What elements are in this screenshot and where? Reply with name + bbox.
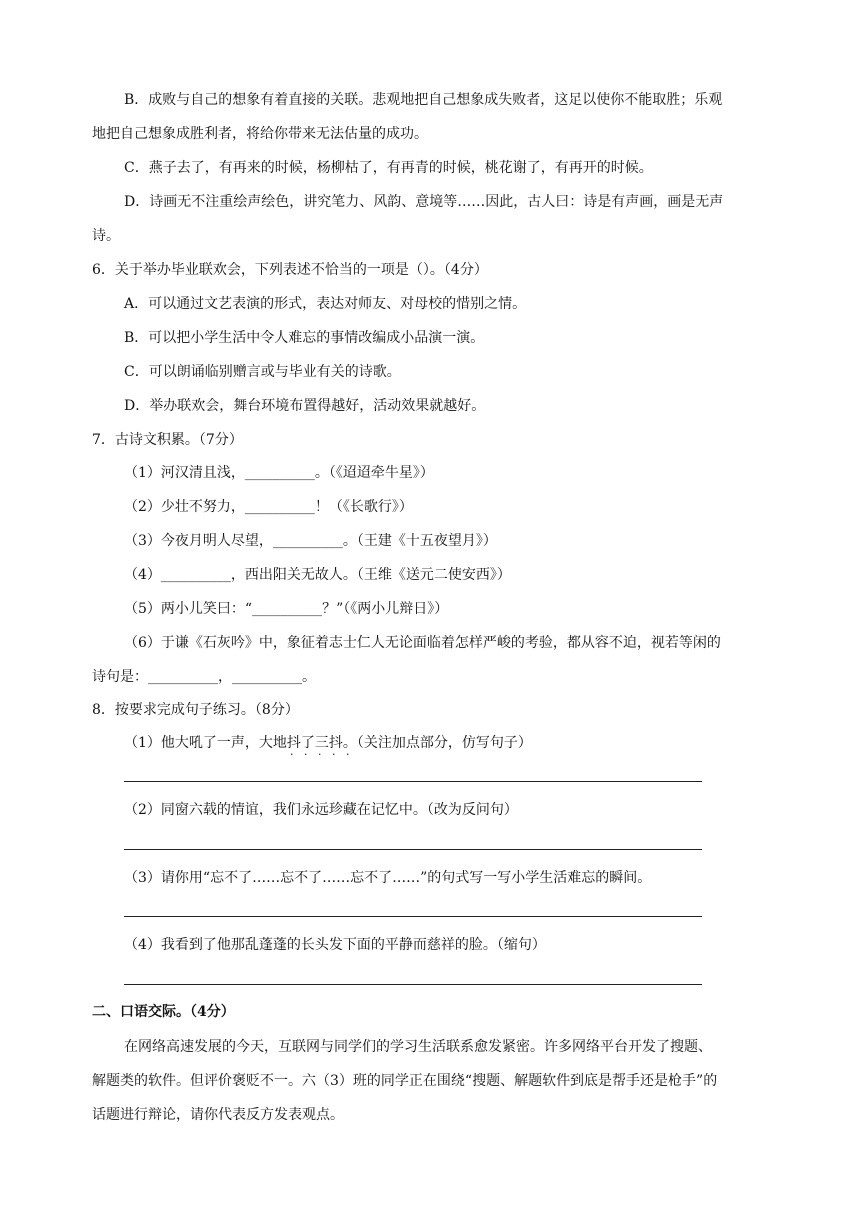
- q5-option-c: C．燕子去了，有再来的时候，杨柳枯了，有再青的时候，桃花谢了，有再开的时候。: [124, 160, 653, 176]
- q6-option-a: A．可以通过文艺表演的形式，表达对师友、对母校的惜别之情。: [124, 296, 527, 312]
- q8-item-4: （4）我看到了他那乱蓬蓬的长头发下面的平静而慈祥的脸。（缩句）: [124, 937, 546, 953]
- section-2-para-line1: 在网络高速发展的今天，互联网与同学们的学习生活联系愈发紧密。许多网络平台开发了搜题、: [124, 1039, 712, 1055]
- q7-item-1: （1）河汉清且浅，__________。（《迢迢牵牛星》）: [124, 465, 434, 481]
- q5-option-b-line1: B．成败与自己的想象有着直接的关联。悲观地把自己想象成失败者，这足以使你不能取胜；乐观: [124, 92, 723, 108]
- answer-line[interactable]: [124, 849, 702, 850]
- q7-item-6-line2: 诗句是：__________，__________。: [92, 669, 316, 685]
- q7-item-6-line1: （6）于谦《石灰吟》中，象征着志士仁人无论面临着怎样严峻的考验，都从容不迫，视若等闲的: [124, 635, 721, 651]
- answer-line[interactable]: [124, 781, 702, 782]
- q8-item-1: （1）他大吼了一声，大地抖了三抖。（关注加点部分，仿写句子）: [124, 735, 532, 751]
- q5-option-b-line2: 地把自己想象成胜利者，将给你带来无法估量的成功。: [92, 126, 428, 142]
- q8-item-2: （2）同窗六载的情谊，我们永远珍藏在记忆中。（改为反问句）: [124, 802, 518, 818]
- q7-item-5: （5）两小儿笑曰：“__________？”（《两小儿辩日》）: [124, 601, 449, 617]
- section-2-para-line2: 解题类的软件。但评价褒贬不一。六（3）班的同学正在围绕“搜题、解题软件到底是帮手还是枪手”的: [92, 1073, 718, 1089]
- q7-stem: 7．古诗文积累。（7分）: [92, 432, 243, 448]
- emphasis-dot: ·: [346, 748, 350, 761]
- q7-item-3: （3）今夜月明人尽望，__________。（王建《十五夜望月》）: [124, 533, 497, 549]
- q8-item-3: （3）请你用“忘不了……忘不了……忘不了……”的句式写一写小学生活难忘的瞬间。: [124, 870, 652, 886]
- q5-option-d-line2: 诗。: [92, 228, 120, 244]
- q6-option-b: B．可以把小学生活中令人难忘的事情改编成小品演一演。: [124, 330, 485, 346]
- emphasis-dot: ·: [332, 748, 336, 761]
- q6-option-d: D．举办联欢会，舞台环境布置得越好，活动效果就越好。: [124, 398, 486, 414]
- q6-option-c: C．可以朗诵临别赠言或与毕业有关的诗歌。: [124, 364, 401, 380]
- q7-item-4: （4）__________，西出阳关无故人。（王维《送元二使安西》）: [124, 567, 511, 583]
- section-2-para-line3: 话题进行辩论，请你代表反方发表观点。: [92, 1107, 344, 1123]
- section-2-heading: 二、口语交际。（4分）: [92, 1004, 235, 1020]
- q8-stem: 8．按要求完成句子练习。（8分）: [92, 702, 299, 718]
- answer-line[interactable]: [124, 916, 702, 917]
- emphasis-dot: ·: [318, 748, 322, 761]
- q6-stem: 6．关于举办毕业联欢会，下列表述不恰当的一项是（）。（4分）: [92, 262, 488, 278]
- q7-item-2: （2）少壮不努力，__________！（《长歌行》）: [124, 499, 413, 515]
- answer-line[interactable]: [124, 984, 702, 985]
- emphasis-dot: ·: [290, 748, 294, 761]
- q5-option-d-line1: D．诗画无不注重绘声绘色，讲究笔力、风韵、意境等……因此，古人曰：诗是有声画，画是无声: [124, 194, 724, 210]
- emphasis-dot: ·: [304, 748, 308, 761]
